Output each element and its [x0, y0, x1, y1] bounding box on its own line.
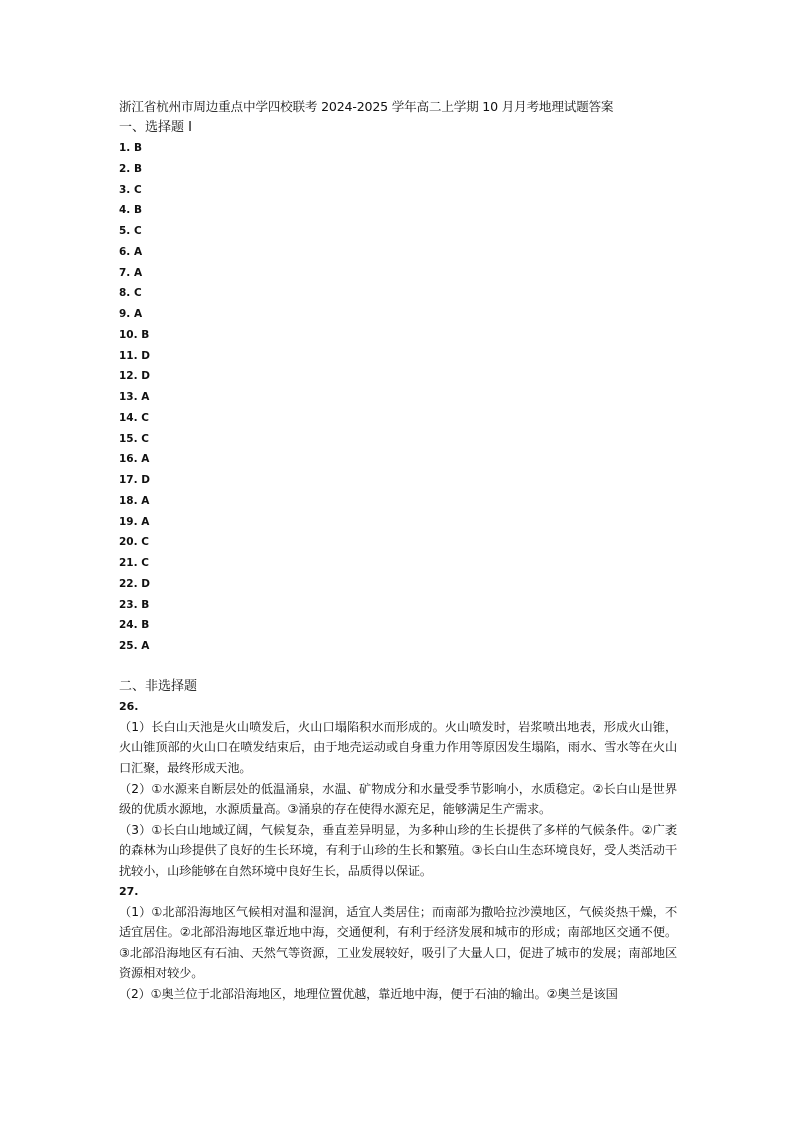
q26-answer-part-2: （2）①水源来自断层处的低温涌泉，水温、矿物成分和水量受季节影响小，水质稳定。②长白山是世界级的优质水源地，水源质量高。③涌泉的存在使得水源充足，能够满足生产需求。: [119, 781, 677, 817]
section-1-heading: 一、选择题 I: [119, 120, 192, 135]
answer-item: 25. A: [119, 640, 150, 652]
answer-item: 3. C: [119, 183, 142, 196]
answer-item: 1. B: [119, 142, 142, 154]
q27-answer-part-1: （1）①北部沿海地区气候相对温和湿润，适宜人类居住；而南部为撒哈拉沙漠地区，气候炎热干燥，不适宜居住。②北部沿海地区靠近地中海，交通便利，有利于经济发展和城市的形成；南部地区交通不便。③北部沿海地区有石油、天然气等资源，工业发展较好，吸引了大量人口，促进了城市的发展；南部地区资源相对较少。: [119, 904, 677, 981]
document-title: 浙江省杭州市周边重点中学四校联考 2024-2025 学年高二上学期 10 月月考地理试题答案: [119, 99, 614, 114]
answer-item: 22. D: [119, 577, 150, 590]
q27-answer-part-2: （2）①奥兰位于北部沿海地区，地理位置优越，靠近地中海，便于石油的输出。②奥兰是该国: [119, 986, 618, 1001]
answer-item: 7. A: [119, 266, 143, 279]
answer-item: 6. A: [119, 245, 143, 258]
document-page: [119, 96, 677, 1004]
answer-item: 13. A: [119, 391, 150, 403]
question-27-number: 27.: [119, 884, 139, 898]
question-26-number: 26.: [119, 699, 139, 713]
answer-item: 9. A: [119, 308, 143, 320]
section-2-heading: 二、非选择题: [119, 678, 198, 694]
answer-item: 11. D: [119, 349, 150, 362]
q26-answer-part-3: （3）①长白山地域辽阔，气候复杂，垂直差异明显，为多种山珍的生长提供了多样的气候条件。②广袤的森林为山珍提供了良好的生长环境，有利于山珍的生长和繁殖。③长白山生态环境良好，受人类活动干扰较小，山珍能够在自然环境中良好生长，品质得以保证。: [119, 822, 677, 878]
answer-item: 19. A: [119, 515, 150, 528]
answer-item: 15. C: [119, 432, 149, 445]
answer-item: 17. D: [119, 474, 150, 486]
answer-item: 21. C: [119, 557, 149, 569]
answer-item: 8. C: [119, 287, 142, 300]
q26-answer-part-1: （1）长白山天池是火山喷发后，火山口塌陷积水而形成的。火山喷发时，岩浆喷出地表，形成火山锥，火山锥顶部的火山口在喷发结束后，由于地壳运动或自身重力作用等原因发生塌陷，雨水、雪水等在火山口汇聚，最终形成天池。: [119, 719, 677, 775]
answer-item: 18. A: [119, 494, 150, 507]
answer-item: 14. C: [119, 411, 149, 424]
answer-item: 2. B: [119, 162, 142, 175]
answer-item: 5. C: [119, 225, 142, 237]
answer-item: 16. A: [119, 453, 150, 466]
answer-item: 12. D: [119, 370, 150, 383]
spacer: [119, 657, 677, 677]
answer-item: 24. B: [119, 619, 150, 632]
answer-item: 4. B: [119, 204, 142, 217]
answer-item: 10. B: [119, 328, 150, 341]
answer-item: 23. B: [119, 598, 150, 611]
choice-answer-list: [119, 138, 677, 657]
answer-item: 20. C: [119, 536, 149, 549]
